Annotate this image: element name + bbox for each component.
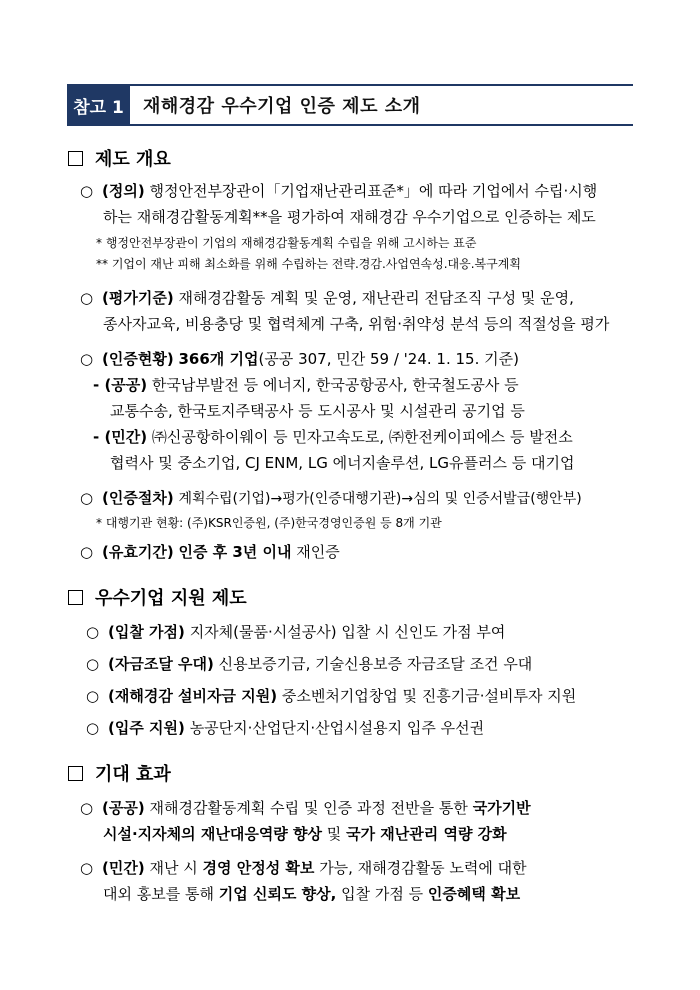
sub-item-private	[93, 427, 573, 447]
item-text: 신용보증기금, 기술신용보증 자금조달 조건 우대	[218, 655, 533, 673]
sub-item-public	[93, 375, 519, 395]
circle-bullet-icon: ○	[86, 623, 100, 641]
circle-bullet-icon: ○	[80, 182, 94, 200]
checkbox-square-icon	[68, 590, 83, 605]
section-heading-support	[68, 584, 247, 610]
circle-bullet-icon: ○	[80, 350, 94, 368]
item-text-bold: 기업 신뢰도 향상,	[218, 885, 337, 903]
sub-item-label: - (공공)	[93, 376, 148, 394]
item-text: 지자체(물품·시설공사) 입찰 시 신인도 가점 부여	[189, 623, 506, 641]
item-label: (정의)	[102, 182, 145, 200]
item-label: (민간)	[102, 859, 145, 877]
list-item-bid-points	[86, 622, 505, 642]
list-item-criteria	[80, 288, 574, 308]
circle-bullet-icon: ○	[80, 543, 94, 561]
item-text: 행정안전부장관이「기업재난관리표준*」에 따라 기업에서 수립·시행	[149, 182, 598, 200]
checkbox-square-icon	[68, 151, 83, 166]
item-text-bold: 국가 재난관리 역량 강화	[346, 825, 507, 843]
item-text-continued	[103, 824, 507, 844]
item-text: 중소벤처기업창업 및 진흥기금·설비투자 지원	[281, 687, 577, 705]
item-text: 재난 시	[149, 859, 198, 877]
list-item-facility-fund	[86, 686, 576, 706]
section-heading-effects	[68, 760, 171, 786]
list-item-financing	[86, 654, 532, 674]
footnote: * 행정안전부장관이 기업의 재해경감활동계획 수립을 위해 고시하는 표준	[96, 236, 477, 250]
item-text: 재해경감활동계획 수립 및 인증 과정 전반을 통한	[149, 799, 468, 817]
item-text: 및	[326, 825, 342, 843]
circle-bullet-icon: ○	[86, 719, 100, 737]
item-label: (유효기간)	[102, 543, 174, 561]
item-text: 재인증	[296, 543, 340, 561]
list-item-status	[80, 349, 519, 369]
list-item-validity	[80, 542, 340, 562]
reference-badge: 참고 1	[67, 86, 130, 124]
reference-header	[67, 84, 633, 126]
certified-count: 366개 기업	[178, 350, 259, 368]
item-text-bold: 시설·지자체의 재난대응역량 향상	[103, 825, 323, 843]
circle-bullet-icon: ○	[80, 489, 94, 507]
circle-bullet-icon: ○	[80, 859, 94, 877]
header-bottom-rule	[67, 124, 633, 126]
sub-item-text-continued: 협력사 및 중소기업, CJ ENM, LG 에너지솔루션, LG유플러스 등 대기업	[110, 454, 575, 472]
item-label: (입찰 가점)	[108, 623, 185, 641]
item-label: (인증현황)	[102, 350, 174, 368]
list-item-public-effect	[80, 798, 531, 818]
item-label: (입주 지원)	[108, 719, 185, 737]
item-label: (인증절차)	[102, 489, 174, 507]
footnote: ** 기업이 재난 피해 최소화를 위해 수립하는 전략.경감.사업연속성.대응.복구계획	[96, 257, 521, 271]
item-label: (재해경감 설비자금 지원)	[108, 687, 278, 705]
item-text: 입찰 가점 등	[341, 885, 424, 903]
item-text-bold: 인증혜택 확보	[427, 885, 521, 903]
item-text: 가능, 재해경감활동 노력에 대한	[319, 859, 527, 877]
item-text: 계획수립(기업)→평가(인증대행기관)→심의 및 인증서발급(행안부)	[178, 491, 582, 507]
list-item-definition	[80, 181, 597, 201]
circle-bullet-icon: ○	[80, 799, 94, 817]
item-text-continued	[103, 884, 520, 904]
page-title: 재해경감 우수기업 인증 제도 소개	[143, 96, 421, 117]
item-label: (자금조달 우대)	[108, 655, 214, 673]
section-heading-overview	[68, 145, 171, 171]
section-title: 기대 효과	[95, 764, 171, 785]
item-text: 재해경감활동 계획 및 운영, 재난관리 전담조직 구성 및 운영,	[178, 289, 574, 307]
sub-item-text-continued: 교통수송, 한국토지주택공사 등 도시공사 및 시설관리 공기업 등	[110, 402, 525, 420]
footnote: * 대행기관 현황: (주)KSR인증원, (주)한국경영인증원 등 8개 기관	[96, 516, 442, 530]
item-text-bold: 경영 안정성 확보	[202, 859, 315, 877]
list-item-procedure	[80, 488, 582, 509]
item-text: (공공 307, 민간 59 / '24. 1. 15. 기준)	[258, 350, 519, 368]
item-label: (공공)	[102, 799, 145, 817]
list-item-private-effect	[80, 858, 527, 878]
item-label: (평가기준)	[102, 289, 174, 307]
item-text-bold: 국가기반	[472, 799, 531, 817]
item-text: 대외 홍보를 통해	[103, 885, 214, 903]
sub-item-text: ㈜신공항하이웨이 등 민자고속도로, ㈜한전케이피에스 등 발전소	[151, 428, 573, 446]
sub-item-label: - (민간)	[93, 428, 148, 446]
item-text: 농공단지·산업단지·산업시설용지 입주 우선권	[189, 719, 485, 737]
section-title: 우수기업 지원 제도	[95, 588, 247, 609]
validity-period: 인증 후 3년 이내	[178, 543, 292, 561]
checkbox-square-icon	[68, 766, 83, 781]
circle-bullet-icon: ○	[86, 655, 100, 673]
circle-bullet-icon: ○	[86, 687, 100, 705]
section-title: 제도 개요	[95, 149, 171, 170]
circle-bullet-icon: ○	[80, 289, 94, 307]
item-text-continued: 하는 재해경감활동계획**을 평가하여 재해경감 우수기업으로 인증하는 제도	[103, 208, 596, 226]
sub-item-text: 한국남부발전 등 에너지, 한국공항공사, 한국철도공사 등	[151, 376, 519, 394]
list-item-occupancy	[86, 718, 484, 738]
item-text-continued: 종사자교육, 비용충당 및 협력체계 구축, 위험·취약성 분석 등의 적절성을 평가	[103, 315, 610, 333]
